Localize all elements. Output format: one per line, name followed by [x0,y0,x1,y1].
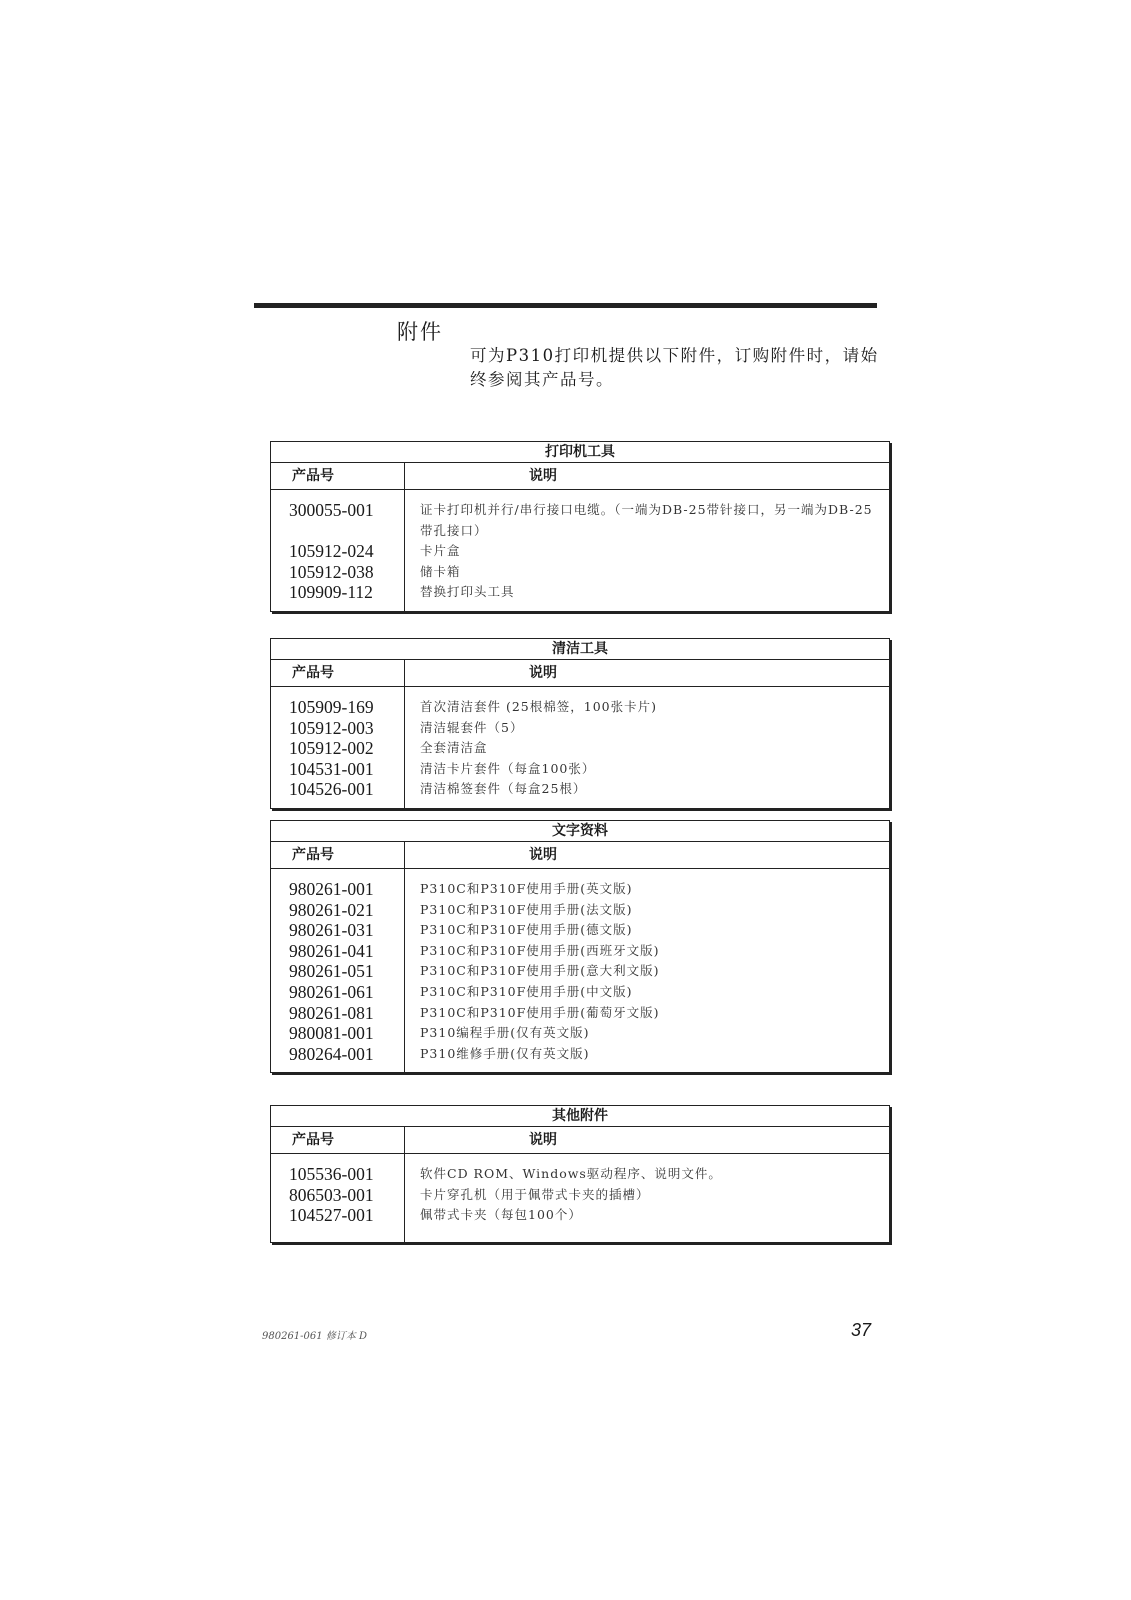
part-number: 104527-001 [289,1205,374,1226]
table-body [271,687,889,808]
description: P310C和P310F使用手册(德文版) [420,922,633,938]
part-number: 980264-001 [289,1043,374,1064]
description: P310C和P310F使用手册(法文版) [420,901,633,917]
column-header-description: 说明 [529,847,557,863]
description-column [405,869,889,1072]
page-number: 37 [851,1320,872,1340]
table-body [271,869,889,1072]
description: P310C和P310F使用手册(中文版) [420,983,633,999]
part-number-column [271,869,405,1072]
description: 证卡打印机并行/串行接口电缆。（一端为DB-25带针接口，另一端为DB-25带孔接口） [420,502,873,538]
document-reference: 980261-061 修订本 D [262,1331,368,1342]
column-header-description: 说明 [529,468,557,484]
part-number: 980261-041 [289,940,374,961]
table-cleaning-tools [270,638,890,809]
part-number: 980261-081 [289,1002,374,1023]
description: 卡片穿孔机（用于佩带式卡夹的插槽） [420,1186,650,1202]
description-column [405,490,889,611]
table-printer-tools [270,441,890,612]
part-number: 806503-001 [289,1184,374,1205]
part-number: 980081-001 [289,1023,374,1044]
description: 清洁卡片套件（每盒100张） [420,760,596,776]
part-number-column [271,1154,405,1242]
table-title: 打印机工具 [271,442,889,463]
description-column [405,1154,889,1242]
table-body [271,490,889,611]
description-column [405,687,889,808]
column-header-part-number: 产品号 [271,842,405,868]
part-number: 980261-031 [289,920,374,941]
part-number: 980261-051 [289,961,374,982]
column-header-part-number: 产品号 [271,463,405,489]
description: 卡片盒 [420,543,461,558]
part-number: 105912-038 [289,561,374,582]
description: 佩带式卡夹（每包100个） [420,1207,582,1223]
table-title: 清洁工具 [271,639,889,660]
description: 清洁棉签套件（每盒25根） [420,781,587,797]
part-number: 300055-001 [289,500,374,520]
part-number: 980261-021 [289,899,374,920]
description: 软件CD ROM、Windows驱动程序、说明文件。 [420,1166,722,1181]
table-title: 文字资料 [271,821,889,842]
description: 首次清洁套件 (25根棉签，100张卡片) [420,699,657,714]
description: 全套清洁盒 [420,740,488,756]
part-number: 980261-001 [289,879,374,899]
top-rule [254,303,877,308]
table-header [271,463,889,490]
description: 储卡箱 [420,563,461,579]
part-number: 109909-112 [289,582,373,603]
part-number: 105912-003 [289,717,374,738]
part-number: 104531-001 [289,758,374,779]
description: 替换打印头工具 [420,584,515,600]
table-body [271,1154,889,1242]
section-title: 附件 [397,320,443,344]
column-header-description: 说明 [529,1132,557,1148]
part-number: 104526-001 [289,779,374,800]
description: P310维修手册(仅有英文版) [420,1045,590,1061]
description: P310C和P310F使用手册(意大利文版) [420,963,660,979]
description: P310C和P310F使用手册(英文版) [420,881,633,896]
column-header-part-number: 产品号 [271,1127,405,1153]
part-number: 105536-001 [289,1164,374,1184]
part-number: 105909-169 [289,697,374,717]
part-number-column [271,490,405,611]
description: P310C和P310F使用手册(葡萄牙文版) [420,1004,660,1020]
part-number: 980261-061 [289,981,374,1002]
table-header [271,1127,889,1154]
table-documentation [270,820,890,1073]
column-header-description: 说明 [529,665,557,681]
table-header [271,842,889,869]
part-number-column [271,687,405,808]
part-number: 105912-024 [289,541,374,561]
description: P310编程手册(仅有英文版) [420,1025,590,1041]
column-header-part-number: 产品号 [271,660,405,686]
table-other-accessories [270,1105,890,1243]
table-title: 其他附件 [271,1106,889,1127]
intro-paragraph: 可为P310打印机提供以下附件，订购附件时，请始终参阅其产品号。 [470,346,879,389]
description: P310C和P310F使用手册(西班牙文版) [420,942,660,958]
table-header [271,660,889,687]
description: 清洁辊套件（5） [420,719,524,735]
part-number: 105912-002 [289,738,374,759]
